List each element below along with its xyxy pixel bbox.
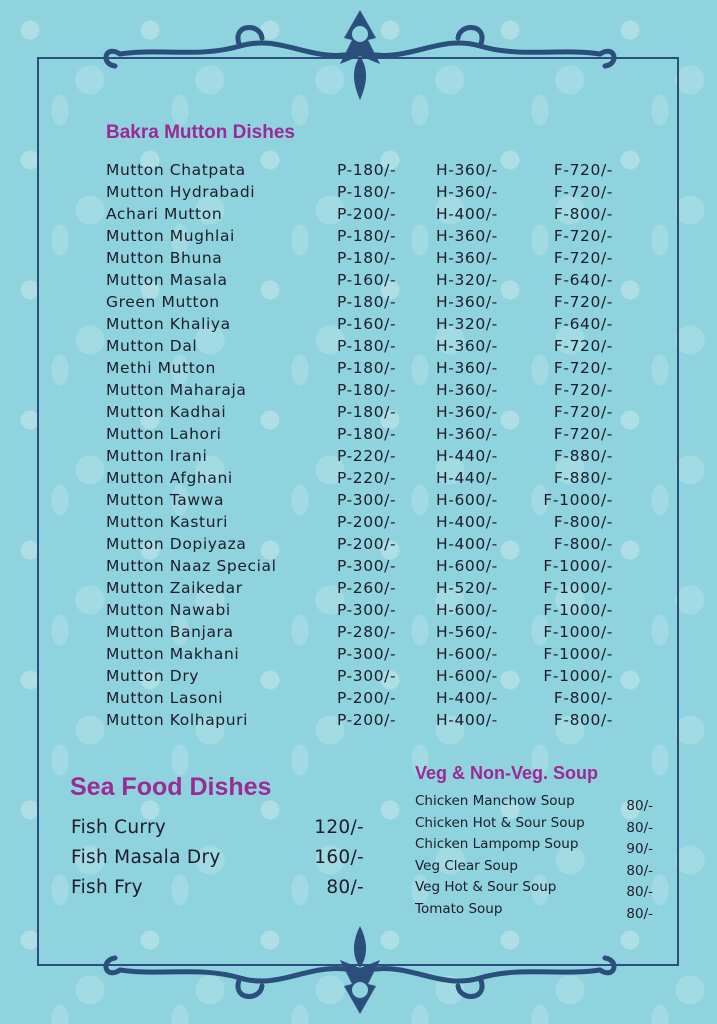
- price-half: H-360/-: [436, 403, 498, 421]
- mutton-dish-row: [106, 225, 626, 247]
- price-half: H-360/-: [436, 249, 498, 267]
- mutton-dish-row: [106, 665, 626, 687]
- price-full: F-800/-: [553, 205, 613, 223]
- dish-name: Mutton Banjara: [106, 623, 234, 641]
- mutton-dish-list: [106, 159, 626, 731]
- dish-price: 80/-: [326, 877, 364, 898]
- dish-name: Fish Curry: [71, 817, 167, 838]
- dish-name: Mutton Kolhapuri: [106, 711, 249, 729]
- price-half: H-360/-: [436, 161, 498, 179]
- price-half: H-360/-: [436, 359, 498, 377]
- dish-name: Mutton Dry: [106, 667, 200, 685]
- price-full: F-720/-: [553, 249, 613, 267]
- mutton-dish-row: [106, 687, 626, 709]
- price-half: H-360/-: [436, 183, 498, 201]
- price-full: F-880/-: [553, 447, 613, 465]
- price-full: F-800/-: [553, 711, 613, 729]
- dish-price: 80/-: [626, 862, 653, 879]
- price-half: H-600/-: [436, 667, 498, 685]
- seafood-section-title: Sea Food Dishes: [70, 773, 272, 801]
- price-plate: P-180/-: [337, 183, 397, 201]
- soup-dish-row: [415, 813, 655, 835]
- mutton-dish-row: [106, 203, 626, 225]
- dish-name: Mutton Makhani: [106, 645, 240, 663]
- mutton-dish-row: [106, 467, 626, 489]
- price-plate: P-300/-: [337, 645, 397, 663]
- price-full: F-1000/-: [543, 557, 613, 575]
- dish-price: 160/-: [314, 847, 364, 868]
- price-plate: P-280/-: [337, 623, 397, 641]
- price-half: H-440/-: [436, 469, 498, 487]
- price-full: F-1000/-: [543, 579, 613, 597]
- mutton-dish-row: [106, 533, 626, 555]
- price-plate: P-300/-: [337, 601, 397, 619]
- mutton-dish-row: [106, 555, 626, 577]
- mutton-dish-row: [106, 643, 626, 665]
- mutton-dish-row: [106, 159, 626, 181]
- price-plate: P-180/-: [337, 249, 397, 267]
- dish-name: Mutton Hydrabadi: [106, 183, 256, 201]
- mutton-dish-row: [106, 599, 626, 621]
- dish-name: Mutton Kasturi: [106, 513, 229, 531]
- price-plate: P-180/-: [337, 381, 397, 399]
- dish-price: 80/-: [626, 884, 653, 900]
- mutton-dish-row: [106, 709, 626, 731]
- price-plate: P-300/-: [337, 491, 397, 509]
- dish-name: Mutton Dal: [106, 337, 198, 355]
- mutton-dish-row: [106, 621, 626, 643]
- dish-name: Tomato Soup: [415, 900, 503, 917]
- dish-name: Mutton Naaz Special: [106, 557, 277, 575]
- price-full: F-720/-: [553, 161, 613, 179]
- soup-dish-row: [415, 899, 655, 921]
- price-plate: P-220/-: [337, 469, 397, 487]
- price-plate: P-200/-: [337, 689, 397, 707]
- price-plate: P-200/-: [337, 535, 397, 553]
- dish-price: 80/-: [626, 905, 653, 922]
- dish-name: Veg Clear Soup: [415, 857, 518, 874]
- price-full: F-1000/-: [543, 601, 613, 619]
- dish-name: Mutton Lasoni: [106, 689, 224, 707]
- price-full: F-880/-: [553, 469, 613, 487]
- price-full: F-720/-: [553, 293, 613, 311]
- dish-name: Mutton Tawwa: [106, 491, 225, 509]
- mutton-dish-row: [106, 401, 626, 423]
- price-plate: P-180/-: [337, 359, 397, 377]
- price-half: H-400/-: [436, 535, 498, 553]
- soup-dish-row: [415, 791, 655, 813]
- price-plate: P-200/-: [337, 205, 397, 223]
- price-half: H-360/-: [436, 227, 498, 245]
- price-half: H-360/-: [436, 293, 498, 311]
- price-plate: P-180/-: [337, 161, 397, 179]
- dish-name: Mutton Bhuna: [106, 249, 223, 267]
- price-half: H-400/-: [436, 205, 498, 223]
- soup-section-title: Veg & Non-Veg. Soup: [415, 763, 599, 783]
- seafood-dish-row: [71, 843, 371, 873]
- price-full: F-640/-: [553, 315, 613, 333]
- price-half: H-400/-: [436, 513, 498, 531]
- mutton-section-title: Bakra Mutton Dishes: [106, 122, 295, 143]
- price-full: F-720/-: [553, 227, 613, 245]
- price-half: H-600/-: [436, 557, 498, 575]
- dish-name: Mutton Masala: [106, 271, 228, 289]
- price-full: F-1000/-: [543, 667, 613, 685]
- price-plate: P-180/-: [337, 337, 397, 355]
- price-plate: P-300/-: [337, 557, 397, 575]
- mutton-dish-row: [106, 335, 626, 357]
- mutton-dish-row: [106, 379, 626, 401]
- price-full: F-720/-: [553, 425, 613, 443]
- dish-name: Mutton Kadhai: [106, 403, 227, 421]
- dish-name: Chicken Lampomp Soup: [415, 836, 579, 852]
- mutton-dish-row: [106, 489, 626, 511]
- price-full: F-720/-: [553, 359, 613, 377]
- dish-name: Methi Mutton: [106, 359, 216, 377]
- mutton-dish-row: [106, 445, 626, 467]
- price-full: F-800/-: [553, 513, 613, 531]
- soup-dish-row: [415, 834, 655, 856]
- price-half: H-600/-: [436, 645, 498, 663]
- mutton-dish-row: [106, 247, 626, 269]
- price-full: F-720/-: [553, 183, 613, 201]
- dish-name: Mutton Khaliya: [106, 315, 231, 333]
- price-full: F-800/-: [553, 535, 613, 553]
- price-full: F-640/-: [553, 271, 613, 289]
- price-plate: P-180/-: [337, 403, 397, 421]
- dish-name: Mutton Dopiyaza: [106, 535, 247, 553]
- price-plate: P-260/-: [337, 579, 397, 597]
- dish-name: Achari Mutton: [106, 205, 223, 223]
- price-half: H-360/-: [436, 381, 498, 399]
- price-full: F-720/-: [553, 381, 613, 399]
- price-half: H-400/-: [436, 689, 498, 707]
- dish-name: Mutton Lahori: [106, 425, 222, 443]
- top-ornament-icon: [90, 4, 630, 104]
- price-full: F-720/-: [553, 403, 613, 421]
- price-half: H-360/-: [436, 337, 498, 355]
- soup-dish-row: [415, 877, 655, 899]
- price-half: H-320/-: [436, 315, 498, 333]
- dish-name: Mutton Irani: [106, 447, 208, 465]
- mutton-dish-row: [106, 313, 626, 335]
- price-plate: P-300/-: [337, 667, 397, 685]
- price-plate: P-220/-: [337, 447, 397, 465]
- price-plate: P-180/-: [337, 425, 397, 443]
- price-half: H-560/-: [436, 623, 498, 641]
- dish-name: Mutton Afghani: [106, 469, 233, 487]
- dish-name: Chicken Hot & Sour Soup: [415, 814, 585, 831]
- price-half: H-320/-: [436, 271, 498, 289]
- mutton-dish-row: [106, 291, 626, 313]
- dish-name: Fish Fry: [71, 877, 143, 898]
- price-full: F-720/-: [553, 337, 613, 355]
- mutton-dish-row: [106, 357, 626, 379]
- price-plate: P-160/-: [337, 271, 397, 289]
- price-half: H-400/-: [436, 711, 498, 729]
- mutton-dish-row: [106, 181, 626, 203]
- dish-name: Mutton Nawabi: [106, 601, 231, 619]
- seafood-dish-row: [71, 873, 371, 903]
- price-half: H-520/-: [436, 579, 498, 597]
- dish-name: Chicken Manchow Soup: [415, 793, 575, 809]
- dish-name: Mutton Maharaja: [106, 381, 247, 399]
- price-plate: P-200/-: [337, 513, 397, 531]
- dish-price: 90/-: [626, 841, 653, 857]
- price-full: F-800/-: [553, 689, 613, 707]
- soup-dish-row: [415, 856, 655, 878]
- dish-name: Mutton Mughlai: [106, 227, 235, 245]
- dish-price: 80/-: [626, 819, 653, 836]
- price-plate: P-200/-: [337, 711, 397, 729]
- price-half: H-600/-: [436, 491, 498, 509]
- price-full: F-1000/-: [543, 645, 613, 663]
- dish-name: Mutton Zaikedar: [106, 579, 243, 597]
- mutton-dish-row: [106, 577, 626, 599]
- seafood-dish-list: [71, 813, 371, 903]
- price-full: F-1000/-: [543, 491, 613, 509]
- price-plate: P-160/-: [337, 315, 397, 333]
- price-half: H-360/-: [436, 425, 498, 443]
- dish-name: Green Mutton: [106, 293, 220, 311]
- bottom-ornament-icon: [90, 920, 630, 1020]
- mutton-dish-row: [106, 423, 626, 445]
- dish-price: 80/-: [626, 798, 653, 814]
- price-half: H-440/-: [436, 447, 498, 465]
- mutton-dish-row: [106, 511, 626, 533]
- price-plate: P-180/-: [337, 227, 397, 245]
- soup-dish-list: [415, 791, 655, 920]
- dish-name: Veg Hot & Sour Soup: [415, 879, 557, 895]
- seafood-dish-row: [71, 813, 371, 843]
- price-full: F-1000/-: [543, 623, 613, 641]
- dish-name: Mutton Chatpata: [106, 161, 246, 179]
- price-half: H-600/-: [436, 601, 498, 619]
- price-plate: P-180/-: [337, 293, 397, 311]
- dish-price: 120/-: [314, 817, 364, 838]
- mutton-dish-row: [106, 269, 626, 291]
- dish-name: Fish Masala Dry: [71, 847, 221, 868]
